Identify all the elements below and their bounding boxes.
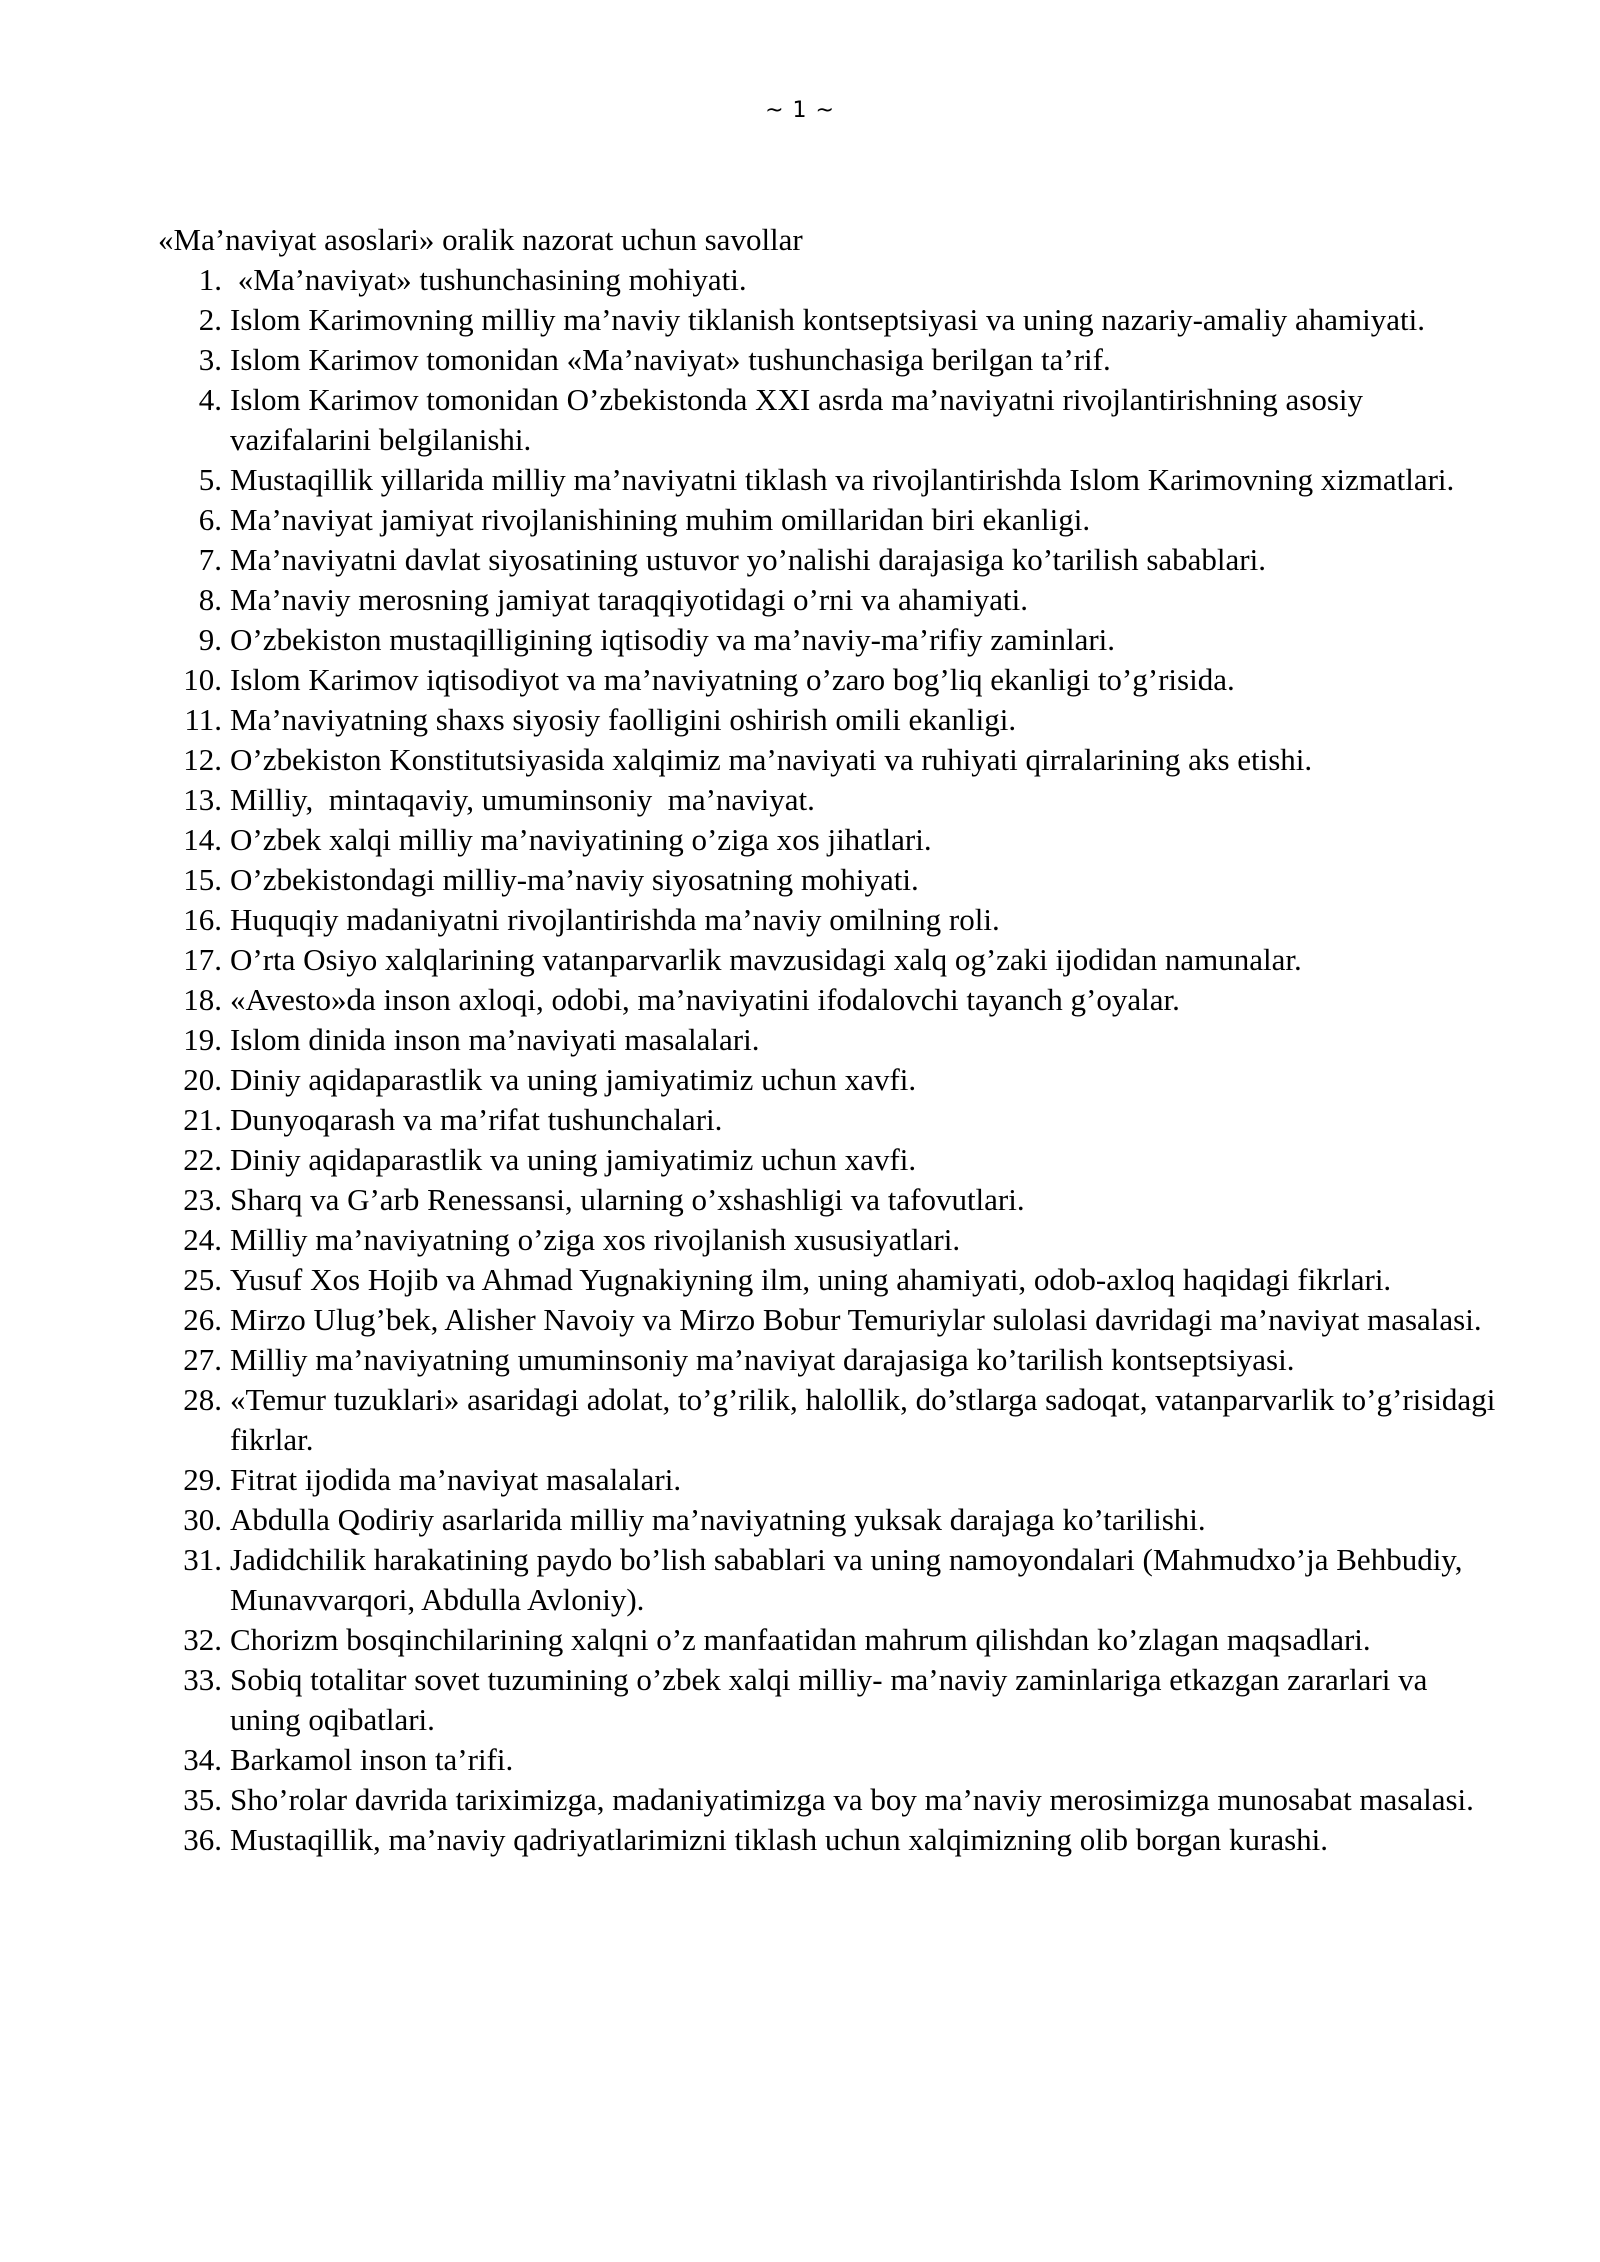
question-text: Diniy aqidaparastlik va uning jamiyatimiz uchun xavfi. <box>230 1062 917 1097</box>
question-item <box>158 660 1498 700</box>
question-number: 14. <box>183 822 222 857</box>
question-item <box>158 1260 1498 1300</box>
question-number: 35. <box>183 1782 222 1817</box>
question-item <box>158 380 1498 460</box>
question-number: 27. <box>183 1342 222 1377</box>
question-item <box>158 1660 1498 1740</box>
question-item <box>158 1140 1498 1180</box>
question-text: Sobiq totalitar sovet tuzumining o’zbek xalqi milliy- ma’naviy zaminlariga etkazgan zararlari va uning oqibatlari. <box>230 1662 1436 1737</box>
question-number: 34. <box>183 1742 222 1777</box>
question-text: Abdulla Qodiriy asarlarida milliy ma’naviyatning yuksak darajaga ko’tarilishi. <box>230 1502 1206 1537</box>
question-text: Yusuf Xos Hojib va Ahmad Yugnakiyning ilm, uning ahamiyati, odob-axloq haqidagi fikrlari. <box>230 1262 1392 1297</box>
question-item <box>158 260 1498 300</box>
question-text: Milliy ma’naviyatning o’ziga xos rivojlanish xususiyatlari. <box>230 1222 961 1257</box>
question-item <box>158 860 1498 900</box>
question-number: 8. <box>198 582 222 617</box>
question-text: O’zbekiston mustaqilligining iqtisodiy va ma’naviy-ma’rifiy zaminlari. <box>230 622 1116 657</box>
question-item <box>158 460 1498 500</box>
question-item <box>158 1340 1498 1380</box>
question-text: Jadidchilik harakatining paydo bo’lish sabablari va uning namoyondalari (Mahmudxo’ja Behbudiy, Munavvarqori, Abdulla Avloniy). <box>230 1542 1471 1617</box>
question-number: 11. <box>184 702 222 737</box>
question-item <box>158 1820 1498 1860</box>
question-item <box>158 1780 1498 1820</box>
question-item <box>158 1620 1498 1660</box>
question-number: 36. <box>183 1822 222 1857</box>
question-item <box>158 1100 1498 1140</box>
question-item <box>158 1540 1498 1620</box>
question-item <box>158 340 1498 380</box>
question-number: 26. <box>183 1302 222 1337</box>
document-title: «Ma’naviyat asoslari» oralik nazorat uchun savollar <box>158 222 803 257</box>
question-number: 29. <box>183 1462 222 1497</box>
question-text: «Avesto»da inson axloqi, odobi, ma’naviyatini ifodalovchi tayanch g’oyalar. <box>230 982 1180 1017</box>
question-item <box>158 500 1498 540</box>
question-item <box>158 1740 1498 1780</box>
question-item <box>158 980 1498 1020</box>
question-number: 2. <box>198 302 222 337</box>
question-list <box>158 260 1504 1860</box>
question-number: 10. <box>183 662 222 697</box>
question-number: 4. <box>198 382 222 417</box>
question-item <box>158 1220 1498 1260</box>
question-text: O’rta Osiyo xalqlarining vatanparvarlik mavzusidagi xalq og’zaki ijodidan namunalar. <box>230 942 1302 977</box>
question-number: 20. <box>183 1062 222 1097</box>
question-number: 7. <box>198 542 222 577</box>
question-number: 25. <box>183 1262 222 1297</box>
question-number: 13. <box>183 782 222 817</box>
question-text: Dunyoqarash va ma’rifat tushunchalari. <box>230 1102 723 1137</box>
question-text: «Ma’naviyat» tushunchasining mohiyati. <box>230 262 747 297</box>
question-text: Sho’rolar davrida tariximizga, madaniyatimizga va boy ma’naviy merosimizga munosabat masalasi. <box>230 1782 1474 1817</box>
question-number: 17. <box>183 942 222 977</box>
question-item <box>158 1180 1498 1220</box>
question-text: Islom Karimov iqtisodiyot va ma’naviyatning o’zaro bog’liq ekanligi to’g’risida. <box>230 662 1235 697</box>
question-item <box>158 940 1498 980</box>
question-number: 6. <box>198 502 222 537</box>
question-text: Ma’naviyatni davlat siyosatining ustuvor yo’nalishi darajasiga ko’tarilish sabablari. <box>230 542 1266 577</box>
question-item <box>158 1020 1498 1060</box>
question-text: Huquqiy madaniyatni rivojlantirishda ma’naviy omilning roli. <box>230 902 1000 937</box>
question-item <box>158 820 1498 860</box>
question-number: 3. <box>198 342 222 377</box>
question-item <box>158 740 1498 780</box>
question-item <box>158 620 1498 660</box>
question-text: Milliy, mintaqaviy, umuminsoniy ma’naviyat. <box>230 782 815 817</box>
question-number: 18. <box>183 982 222 1017</box>
question-item <box>158 1060 1498 1100</box>
question-number: 5. <box>198 462 222 497</box>
question-text: Islom dinida inson ma’naviyati masalalari. <box>230 1022 760 1057</box>
question-item <box>158 580 1498 620</box>
question-text: Ma’naviyat jamiyat rivojlanishining muhim omillaridan biri ekanligi. <box>230 502 1091 537</box>
question-number: 28. <box>183 1382 222 1417</box>
document-body <box>158 220 1504 1860</box>
question-item <box>158 540 1498 580</box>
question-number: 12. <box>183 742 222 777</box>
question-item <box>158 900 1498 940</box>
question-text: Mustaqillik yillarida milliy ma’naviyatni tiklash va rivojlantirishda Islom Karimovning xizmatlari. <box>230 462 1455 497</box>
question-text: Islom Karimov tomonidan «Ma’naviyat» tushunchasiga berilgan ta’rif. <box>230 342 1111 377</box>
question-text: Islom Karimovning milliy ma’naviy tiklanish kontseptsiyasi va uning nazariy-amaliy ahamiyati. <box>230 302 1425 337</box>
question-item <box>158 1460 1498 1500</box>
question-text: O’zbek xalqi milliy ma’naviyatining o’ziga xos jihatlari. <box>230 822 932 857</box>
question-number: 1. <box>198 262 222 297</box>
question-number: 21. <box>183 1102 222 1137</box>
question-text: Ma’naviyatning shaxs siyosiy faolligini oshirish omili ekanligi. <box>230 702 1017 737</box>
question-text: Mustaqillik, ma’naviy qadriyatlarimizni tiklash uchun xalqimizning olib borgan kurashi. <box>230 1822 1329 1857</box>
question-item <box>158 1380 1504 1460</box>
question-text: «Temur tuzuklari» asaridagi adolat, to’g’rilik, halollik, do’stlarga sadoqat, vatanparvarlik to’g’risidagi fikrlar. <box>230 1382 1504 1457</box>
question-item <box>158 1500 1498 1540</box>
question-number: 31. <box>183 1542 222 1577</box>
page-number: ~ 1 ~ <box>765 98 835 123</box>
question-item <box>158 780 1498 820</box>
question-text: O’zbekiston Konstitutsiyasida xalqimiz ma’naviyati va ruhiyati qirralarining aks etishi. <box>230 742 1313 777</box>
question-text: Ma’naviy merosning jamiyat taraqqiyotidagi o’rni va ahamiyati. <box>230 582 1029 617</box>
question-text: O’zbekistondagi milliy-ma’naviy siyosatning mohiyati. <box>230 862 919 897</box>
question-text: Sharq va G’arb Renessansi, ularning o’xshashligi va tafovutlari. <box>230 1182 1025 1217</box>
question-number: 16. <box>183 902 222 937</box>
question-text: Fitrat ijodida ma’naviyat masalalari. <box>230 1462 682 1497</box>
question-item <box>158 1300 1498 1340</box>
question-number: 19. <box>183 1022 222 1057</box>
question-text: Mirzo Ulug’bek, Alisher Navoiy va Mirzo Bobur Temuriylar sulolasi davridagi ma’naviyat masalasi. <box>230 1302 1482 1337</box>
question-text: Islom Karimov tomonidan O’zbekistonda XXI asrda ma’naviyatni rivojlantirishning asosiy vazifalarini belgilanishi. <box>230 382 1371 457</box>
question-number: 9. <box>198 622 222 657</box>
question-number: 33. <box>183 1662 222 1697</box>
question-text: Milliy ma’naviyatning umuminsoniy ma’naviyat darajasiga ko’tarilish kontseptsiyasi. <box>230 1342 1295 1377</box>
question-number: 22. <box>183 1142 222 1177</box>
question-text: Diniy aqidaparastlik va uning jamiyatimiz uchun xavfi. <box>230 1142 917 1177</box>
question-number: 23. <box>183 1182 222 1217</box>
question-text: Barkamol inson ta’rifi. <box>230 1742 514 1777</box>
question-item <box>158 700 1498 740</box>
question-number: 32. <box>183 1622 222 1657</box>
question-number: 24. <box>183 1222 222 1257</box>
question-item <box>158 300 1498 340</box>
question-number: 30. <box>183 1502 222 1537</box>
question-number: 15. <box>183 862 222 897</box>
question-text: Chorizm bosqinchilarining xalqni o’z manfaatidan mahrum qilishdan ko’zlagan maqsadlari. <box>230 1622 1371 1657</box>
